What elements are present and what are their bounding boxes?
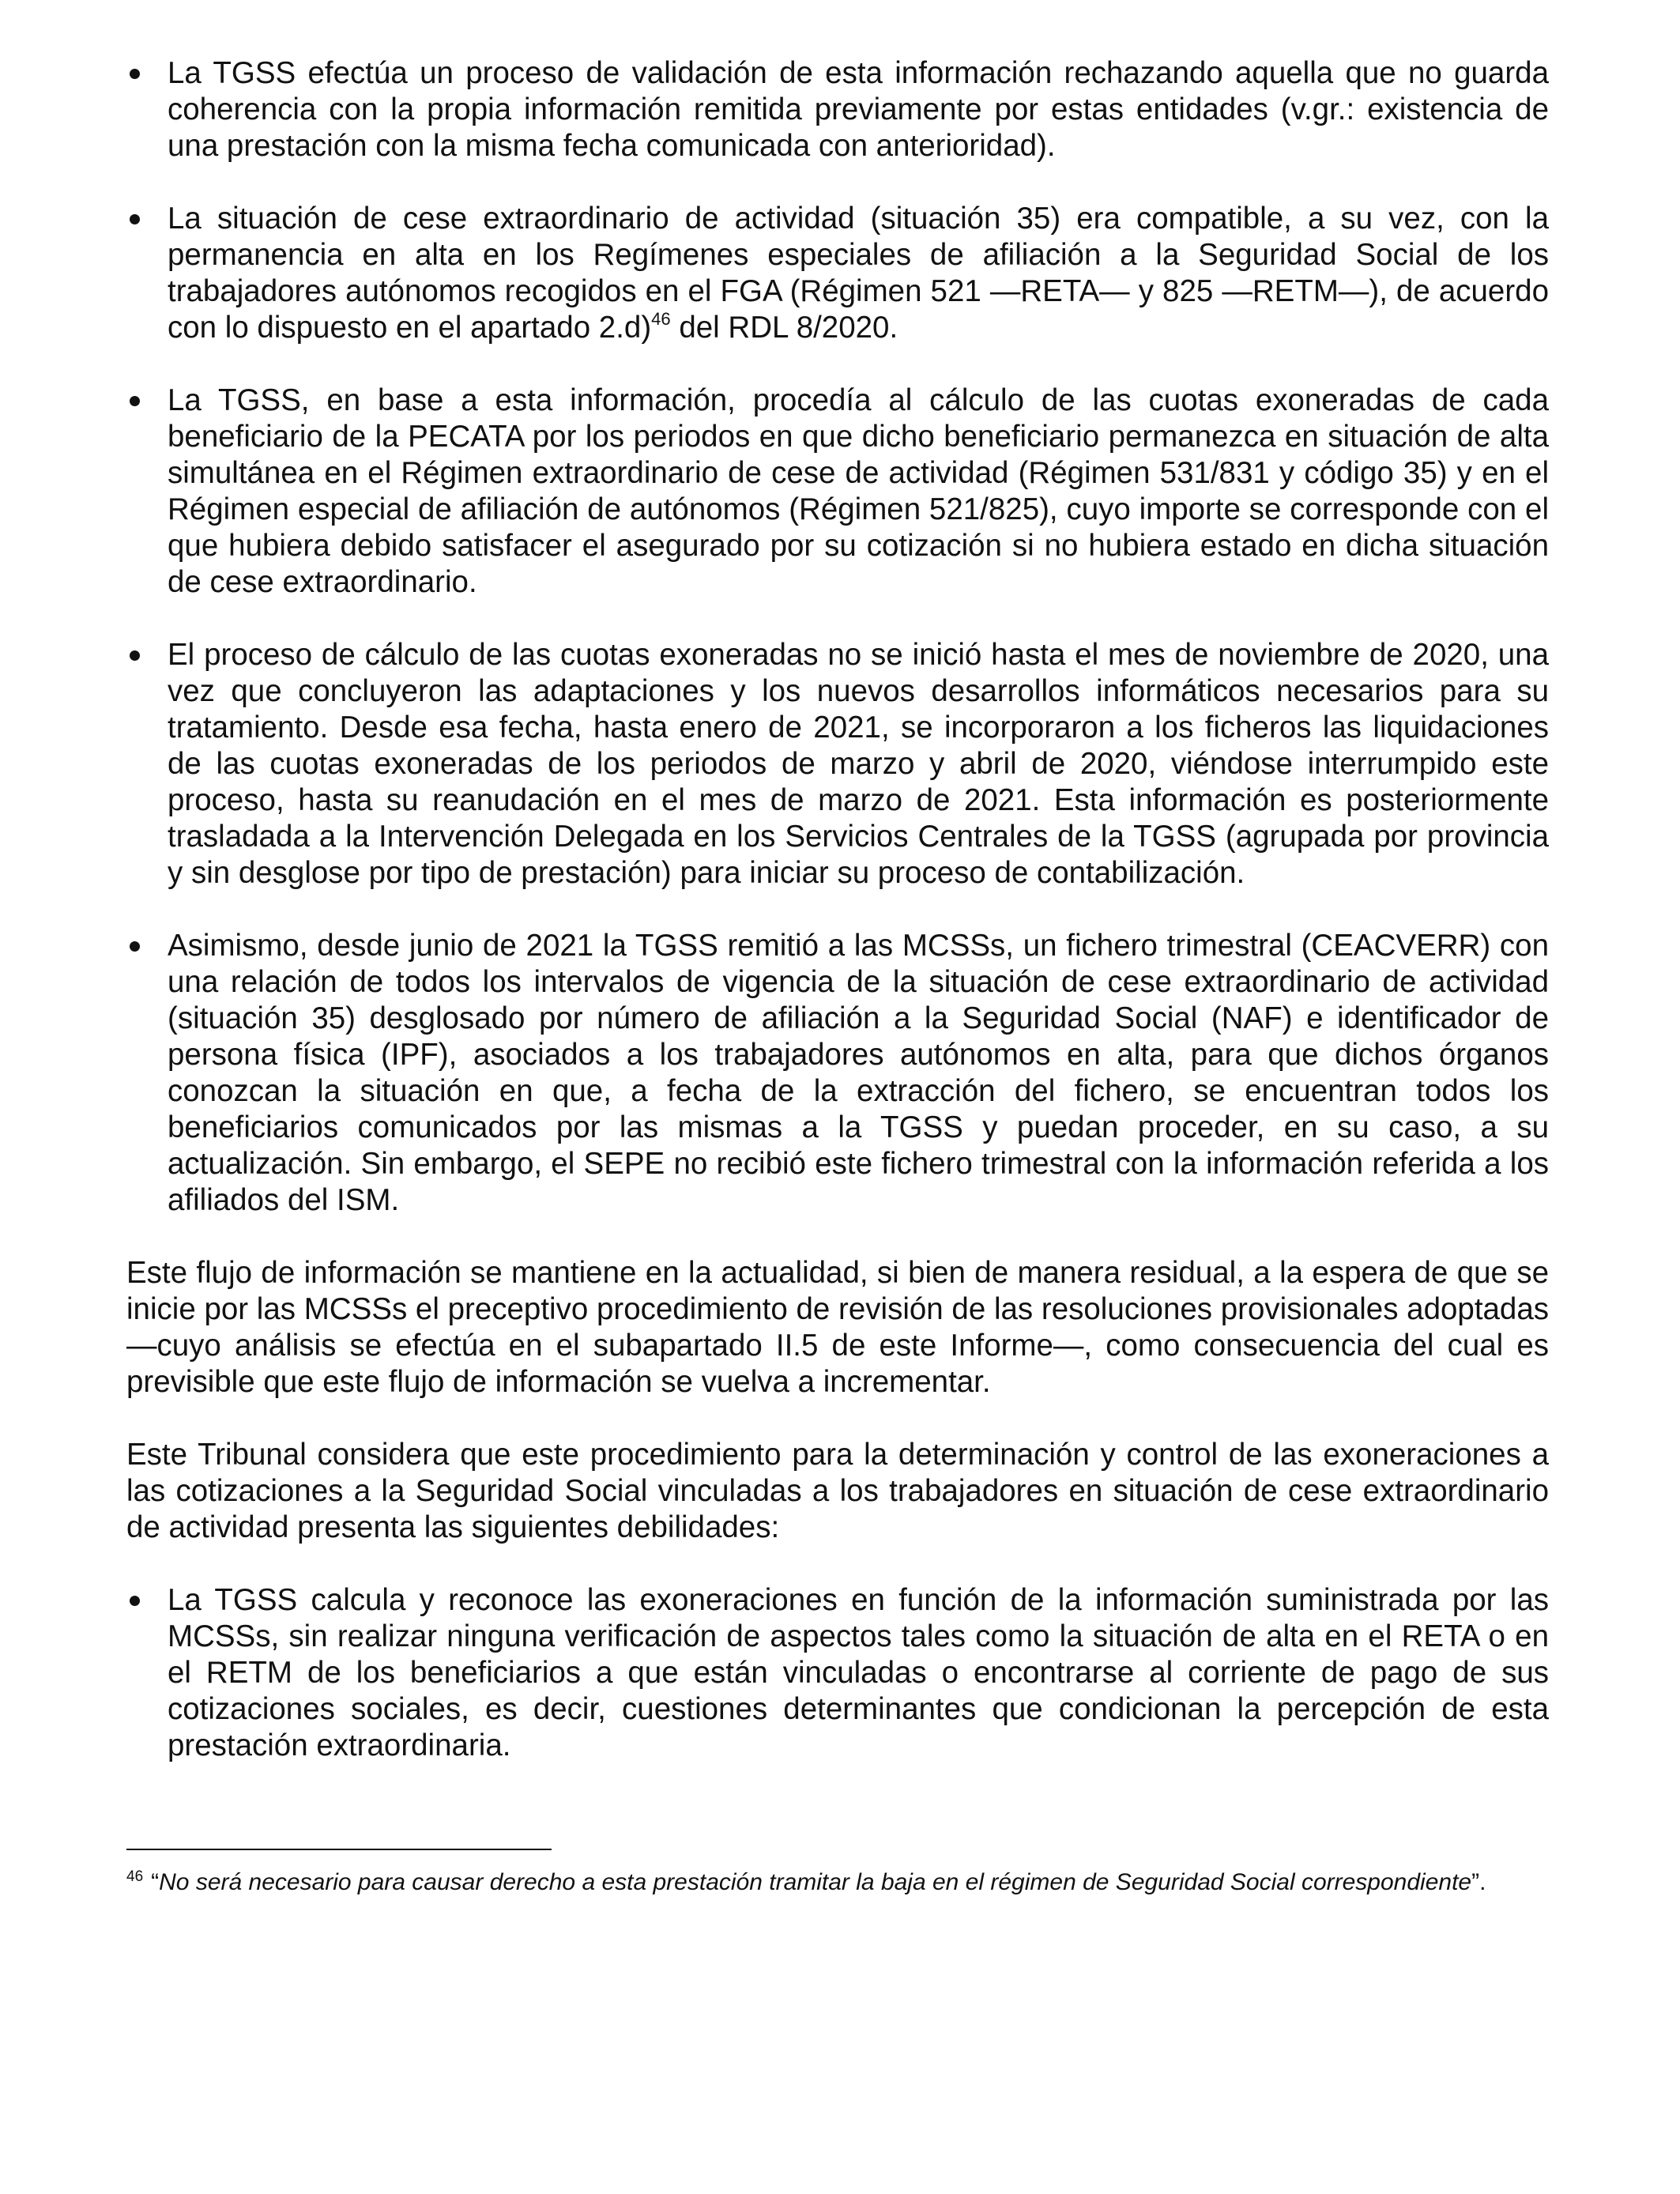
bullet-icon	[130, 650, 140, 661]
list-item-text: Asimismo, desde junio de 2021 la TGSS remitió a las MCSSs, un fichero trimestral (CEACVERR) con una relación de todos los intervalos de vigencia de la situación de cese extraordinario de actividad (situación 35) desglosado por número de afiliación a la Seguridad Social (NAF) e identificador de persona física (IPF), asociados a los trabajadores autónomos en alta, para que dichos órganos conozcan la situación en que, a fecha de la extracción del fichero, se encuentran todos los beneficiarios comunicados por las mismas a la TGSS y puedan proceder, en su caso, a su actualización. Sin embargo, el SEPE no recibió este fichero trimestral con la información referida a los afiliados del ISM.	[168, 929, 1549, 1217]
footnote-reference[interactable]: 46	[651, 309, 671, 330]
list-item	[126, 383, 1549, 601]
bullet-icon	[130, 214, 140, 224]
list-item	[126, 637, 1549, 892]
body-paragraph: Este flujo de información se mantiene en la actualidad, si bien de manera residual, a la espera de que se inicie por las MCSSs el preceptivo procedimiento de revisión de las resoluciones provisionales adoptadas —cuyo análisis se efectúa en el subapartado II.5 de este Informe—, como consecuencia del cual es previsible que este flujo de información se vuelva a incrementar.	[126, 1256, 1549, 1399]
list-item-text: La situación de cese extraordinario de actividad (situación 35) era compatible, a su vez, con la permanencia en alta en los Regímenes especiales de afiliación a la Seguridad Social de los trabajadores autónomos recogidos en el FGA (Régimen 521 —RETA— y 825 —RETM—), de acuerdo con lo dispuesto en el apartado 2.d)	[168, 202, 1549, 345]
bullet-icon	[130, 396, 140, 406]
footnote-number: 46	[126, 1868, 144, 1885]
footnote-separator	[126, 1849, 552, 1850]
list-item	[126, 928, 1549, 1219]
list-item-text: La TGSS efectúa un proceso de validación de esta información rechazando aquella que no guarda coherencia con la propia información remitida previamente por estas entidades (v.gr.: existencia de una prestación con la misma fecha comunicada con anterioridad).	[168, 56, 1549, 163]
footnote-close: ”.	[1471, 1869, 1486, 1895]
list-item	[126, 55, 1549, 164]
footnote-open-quote: “	[151, 1869, 160, 1895]
list-item-text: La TGSS, en base a esta información, procedía al cálculo de las cuotas exoneradas de cada beneficiario de la PECATA por los periodos en que dicho beneficiario permanezca en situación de alta simultánea en el Régimen extraordinario de cese de actividad (Régimen 531/831 y código 35) y en el Régimen especial de afiliación de autónomos (Régimen 521/825), cuyo importe se corresponde con el que hubiera debido satisfacer el asegurado por su cotización si no hubiera estado en dicha situación de cese extraordinario.	[168, 383, 1549, 599]
footnote	[126, 1868, 1549, 1896]
list-item	[126, 1582, 1549, 1764]
body-paragraph: Este Tribunal considera que este procedimiento para la determinación y control de las exoneraciones a las cotizaciones a la Seguridad Social vinculadas a los trabajadores en situación de cese extraordinario de actividad presenta las siguientes debilidades:	[126, 1438, 1549, 1544]
bullet-icon	[130, 1596, 140, 1606]
list-item-text: El proceso de cálculo de las cuotas exoneradas no se inició hasta el mes de noviembre de 2020, una vez que concluyeron las adaptaciones y los nuevos desarrollos informáticos necesarios para su tratamiento. Desde esa fecha, hasta enero de 2021, se incorporaron a los ficheros las liquidaciones de las cuotas exoneradas de los periodos de marzo y abril de 2020, viéndose interrumpido este proceso, hasta su reanudación en el mes de marzo de 2021. Esta información es posteriormente trasladada a la Intervención Delegada en los Servicios Centrales de la TGSS (agrupada por provincia y sin desglose por tipo de prestación) para iniciar su proceso de contabilización.	[168, 638, 1549, 890]
document-body	[126, 55, 1549, 1764]
list-item-text: La TGSS calcula y reconoce las exoneraciones en función de la información suministrada por las MCSSs, sin realizar ninguna verificación de aspectos tales como la situación de alta en el RETA o en el RETM de los beneficiarios a que están vinculadas o encontrarse al corriente de pago de sus cotizaciones sociales, es decir, cuestiones determinantes que condicionan la percepción de esta prestación extraordinaria.	[168, 1583, 1549, 1762]
bullet-icon	[130, 69, 140, 79]
list-item-text-continued: del RDL 8/2020.	[670, 311, 898, 345]
footnote-text: No será necesario para causar derecho a esta prestación tramitar la baja en el régimen de Seguridad Social correspondiente	[159, 1869, 1472, 1895]
bullet-icon	[130, 941, 140, 952]
list-item	[126, 201, 1549, 346]
